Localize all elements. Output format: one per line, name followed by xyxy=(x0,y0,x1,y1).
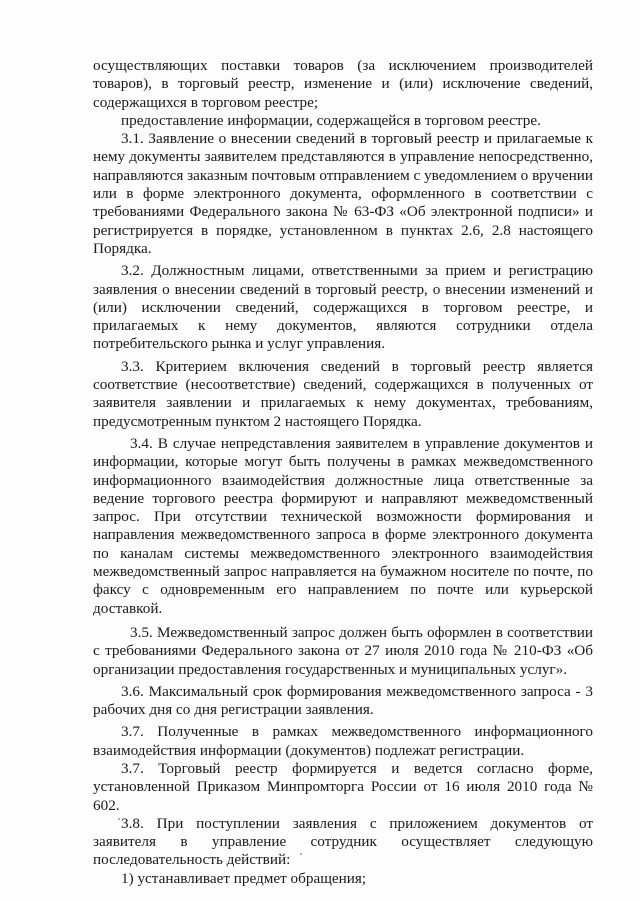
scan-speck xyxy=(300,853,302,855)
paragraph-info-provision: предоставление информации, содержащейся в торговом реестре. xyxy=(121,111,541,129)
paragraph-3-7-second: 3.7. Торговый реестр формируется и ведется согласно форме, установленной Приказом Минпромторга России от 16 июля 2010 года № 602. xyxy=(93,759,593,814)
paragraph-3-8: 3.8. При поступлении заявления с приложением документов от заявителя в управление сотрудник осуществляет следующую последовательность действий: xyxy=(93,814,593,869)
paragraph-3-7-first: 3.7. Полученные в рамках межведомственного информационного взаимодействия информации (документов) подлежат регистрации. xyxy=(93,723,593,759)
paragraph-3-3: 3.3. Критерием включения сведений в торговый реестр является соответствие (несоответствие) сведений, содержащихся в полученных от заявителя заявлении и прилагаемых к нему документах, требованиям, предусмотренным пунктом 2 настоящего Порядка. xyxy=(93,357,593,430)
paragraph-3-2: 3.2. Должностным лицами, ответственными за прием и регистрацию заявления о внесении сведений в торговый реестр, о внесении изменений и (или) исключении сведений, содержащихся в торговом реестре, и прилагаемых к нему документов, являются сотрудники отдела потребительского рынка и услуг управления. xyxy=(93,262,593,353)
paragraph-3-4: 3.4. В случае непредставления заявителем в управление документов и информации, которые могут быть получены в рамках межведомственного информационного взаимодействия должностные лица ответственные за ведение торгового реестра формируют и направляют межведомственный запрос. При отсутствии технической возможности формирования и направления межведомственного запроса в форме электронного документа по каналам системы межведомственного электронного взаимодействия межведомственный запрос направляется на бумажном носителе по почте, по факсу с одновременным его направлением по почте или курьерской доставкой. xyxy=(93,434,593,617)
paragraph-3-1: 3.1. Заявление о внесении сведений в торговый реестр и прилагаемые к нему документы заявителем представляются в управление непосредственно, направляются заказным почтовым отправлением с уведомлением о вручении или в форме электронного документа, оформленного в соответствии с требованиями Федерального закона № 63-ФЗ «Об электронной подписи» и регистрируется в порядке, установленном в пунктах 2.6, 2.8 настоящего Порядка. xyxy=(93,130,593,257)
paragraph-3-5: 3.5. Межведомственный запрос должен быть оформлен в соответствии с требованиями Федерального закона от 27 июля 2010 года № 210-ФЗ «Об организации предоставления государственных и муниципальных услуг». xyxy=(93,623,593,678)
list-item-1: 1) устанавливает предмет обращения; xyxy=(121,869,367,887)
paragraph-continuation: осуществляющих поставки товаров (за исключением производителей товаров), в торговый реестр, изменение и (или) исключение сведений, содержащихся в торговом реестре; xyxy=(93,57,593,111)
scan-speck xyxy=(118,818,120,820)
document-body xyxy=(93,57,593,888)
paragraph-3-6: 3.6. Максимальный срок формирования межведомственного запроса - 3 рабочих дня со дня регистрации заявления. xyxy=(93,682,593,719)
